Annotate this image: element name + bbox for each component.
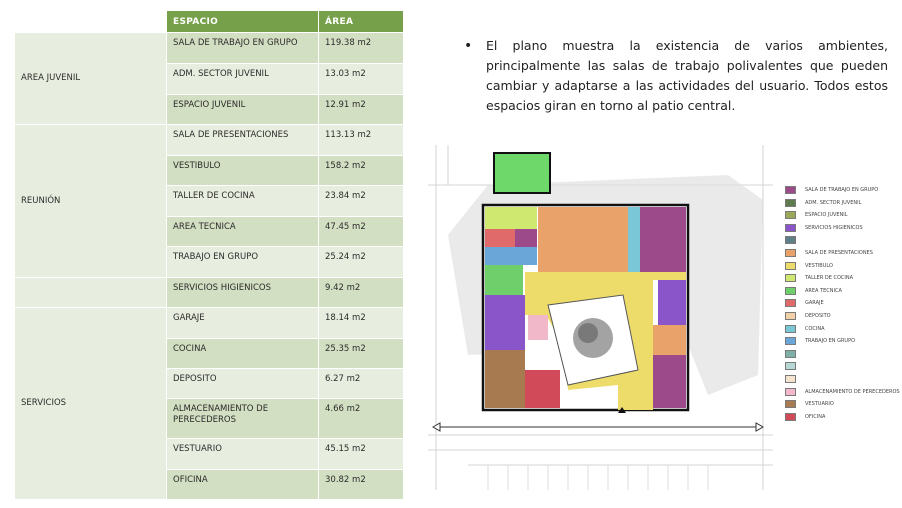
- table-row: [15, 308, 404, 339]
- legend-swatch: [785, 350, 796, 358]
- legend-item: [785, 249, 900, 258]
- room: [658, 280, 686, 325]
- area-cell: 25.35 m2: [319, 339, 404, 369]
- bullet-point: •: [464, 38, 473, 54]
- space-cell: TALLER DE COCINA: [167, 186, 319, 217]
- group-label-servicios: SERVICIOS: [15, 308, 167, 500]
- plan-description: [462, 36, 888, 116]
- legend-item: [785, 224, 900, 233]
- table-header-row: [15, 11, 404, 33]
- legend-swatch: [785, 287, 796, 295]
- legend-swatch: [785, 413, 796, 421]
- space-cell: SERVICIOS HIGIENICOS: [167, 278, 319, 308]
- legend-label: SALA DE PRESENTACIONES: [805, 250, 873, 256]
- legend-swatch: [785, 224, 796, 232]
- legend-swatch: [785, 236, 796, 244]
- legend-label: GARAJE: [805, 300, 824, 307]
- space-cell: ALMACENAMIENTO DE PERECEDEROS: [167, 399, 319, 439]
- legend-swatch: [785, 362, 796, 370]
- legend-swatch: [785, 325, 796, 333]
- legend-item: [785, 211, 900, 220]
- area-cell: 23.84 m2: [319, 186, 404, 217]
- legend-label: DEPOSITO: [805, 313, 831, 319]
- room: [485, 350, 525, 408]
- area-cell: 30.82 m2: [319, 470, 404, 500]
- header-space: ESPACIO: [167, 11, 319, 33]
- space-cell: VESTIBULO: [167, 156, 319, 186]
- legend-item: [785, 236, 900, 245]
- room: [485, 247, 537, 265]
- legend-swatch: [785, 186, 796, 194]
- area-cell: 9.42 m2: [319, 278, 404, 308]
- legend-label: ALMACENAMIENTO DE PERECEDEROS: [805, 388, 900, 395]
- legend-label: SALA DE TRABAJO EN GRUPO: [805, 187, 879, 193]
- area-cell: 4.66 m2: [319, 399, 404, 439]
- legend-swatch: [785, 199, 796, 207]
- legend-label: AREA TECNICA: [805, 287, 842, 294]
- room: [485, 207, 537, 229]
- legend-label: ESPACIO JUVENIL: [805, 212, 848, 219]
- legend-label: COCINA: [805, 325, 825, 332]
- legend-item: [785, 325, 900, 334]
- legend-swatch: [785, 274, 796, 282]
- legend-label: TRABAJO EN GRUPO: [805, 338, 856, 345]
- room: [485, 295, 525, 350]
- area-cell: 25.24 m2: [319, 247, 404, 278]
- space-cell: DEPOSITO: [167, 369, 319, 399]
- space-cell: ADM. SECTOR JUVENIL: [167, 64, 319, 95]
- area-cell: 47.45 m2: [319, 217, 404, 247]
- legend-item: [785, 312, 900, 321]
- legend-swatch: [785, 388, 796, 396]
- legend-swatch: [785, 312, 796, 320]
- legend-label: TALLER DE COCINA: [805, 275, 854, 282]
- legend-item: [785, 388, 900, 397]
- group-label-reunion: REUNIÓN: [15, 125, 167, 278]
- legend-item: [785, 186, 900, 195]
- legend-swatch: [785, 400, 796, 408]
- room: [538, 207, 628, 272]
- space-cell: SALA DE TRABAJO EN GRUPO: [167, 33, 319, 64]
- legend-item: [785, 287, 900, 296]
- space-cell: ESPACIO JUVENIL: [167, 95, 319, 125]
- arrow-left: [433, 423, 440, 431]
- area-cell: 158.2 m2: [319, 156, 404, 186]
- parking-stripes: [488, 465, 708, 490]
- room: [525, 370, 560, 408]
- area-tecnica-room: [494, 153, 550, 193]
- legend-item: [785, 199, 900, 208]
- room: [515, 229, 537, 247]
- space-cell: SALA DE PRESENTACIONES: [167, 125, 319, 156]
- room: [485, 265, 523, 295]
- group-label-juvenil: AREA JUVENIL: [15, 33, 167, 125]
- legend-item: [785, 262, 900, 271]
- legend-swatch: [785, 262, 796, 270]
- legend-item: [785, 362, 900, 371]
- legend-label: ADM. SECTOR JUVENIL: [805, 199, 862, 206]
- legend-swatch: [785, 249, 796, 257]
- room: [640, 207, 686, 272]
- legend-label: SERVICIOS HIGIENICOS: [805, 224, 863, 231]
- legend-swatch: [785, 337, 796, 345]
- header-group: [15, 11, 167, 33]
- arrow-right: [756, 423, 763, 431]
- header-area: ÁREA: [319, 11, 404, 33]
- legend-item: [785, 413, 900, 422]
- area-cell: 18.14 m2: [319, 308, 404, 339]
- area-cell: 119.38 m2: [319, 33, 404, 64]
- description-text: El plano muestra la existencia de varios ambientes, principalmente las salas de trabajo polivalentes que pueden cambiar y adaptarse a las actividades del usuario. Todos estos espacios giran en torno al patio central.: [486, 38, 888, 113]
- room: [528, 315, 548, 340]
- space-cell: GARAJE: [167, 308, 319, 339]
- group-label-empty: [15, 278, 167, 308]
- space-cell: COCINA: [167, 339, 319, 369]
- legend-label: OFICINA: [805, 413, 826, 420]
- legend-item: [785, 337, 900, 346]
- legend-item: [785, 375, 900, 384]
- area-cell: 6.27 m2: [319, 369, 404, 399]
- legend-item: [785, 350, 900, 359]
- area-cell: 45.15 m2: [319, 439, 404, 470]
- room: [653, 355, 686, 408]
- legend-label: VESTIBULO: [805, 262, 833, 269]
- table-row: [15, 33, 404, 64]
- spaces-table: [14, 10, 404, 500]
- space-cell: VESTUARIO: [167, 439, 319, 470]
- legend-item: [785, 274, 900, 283]
- space-cell: AREA TECNICA: [167, 217, 319, 247]
- legend-swatch: [785, 375, 796, 383]
- patio-tree-detail: [578, 323, 598, 343]
- floor-plan-drawing: [428, 145, 773, 490]
- table-row: [15, 125, 404, 156]
- legend-label: VESTUARIO: [805, 401, 834, 408]
- space-cell: TRABAJO EN GRUPO: [167, 247, 319, 278]
- area-cell: 113.13 m2: [319, 125, 404, 156]
- room: [485, 229, 515, 247]
- legend-item: [785, 400, 900, 409]
- space-cell: OFICINA: [167, 470, 319, 500]
- table-row: [15, 278, 404, 308]
- area-cell: 12.91 m2: [319, 95, 404, 125]
- legend-swatch: [785, 299, 796, 307]
- legend-item: [785, 299, 900, 308]
- area-cell: 13.03 m2: [319, 64, 404, 95]
- room: [628, 207, 640, 272]
- room: [653, 325, 686, 355]
- legend-swatch: [785, 211, 796, 219]
